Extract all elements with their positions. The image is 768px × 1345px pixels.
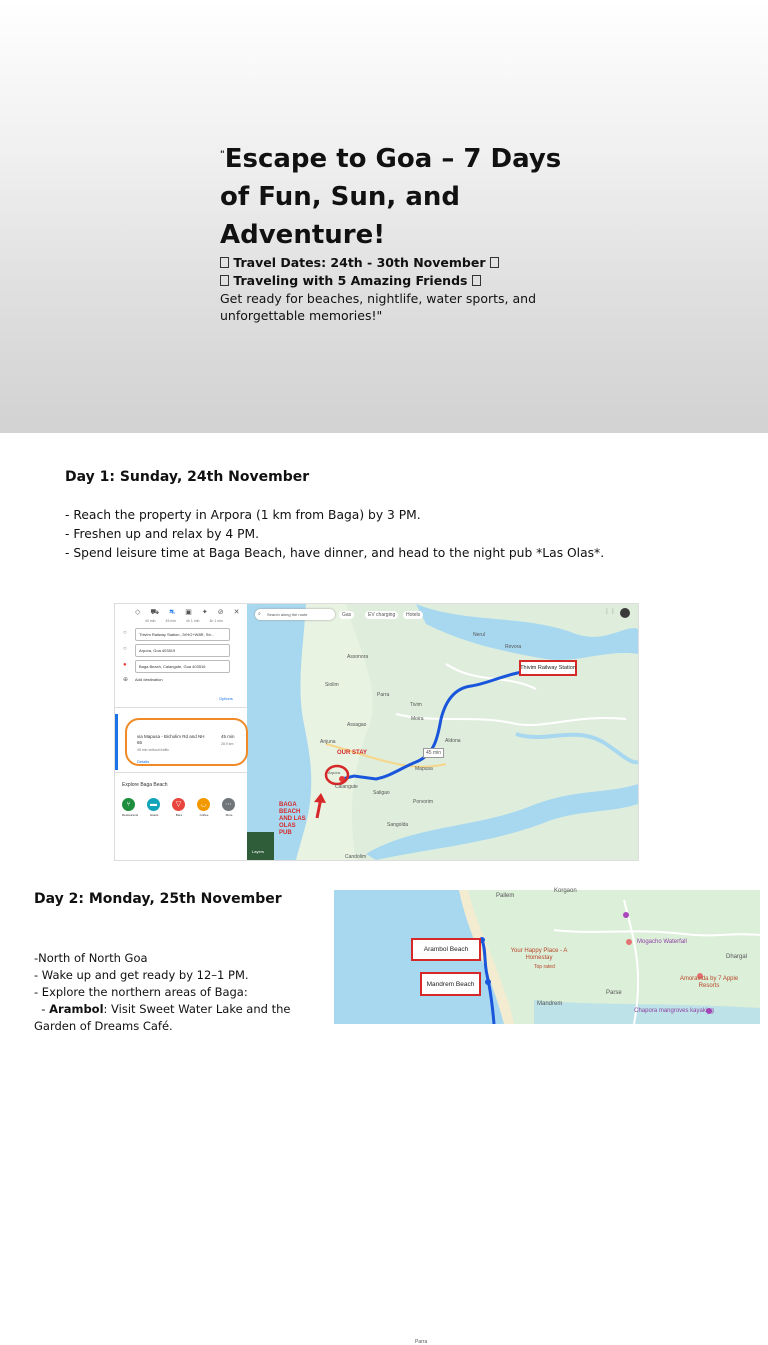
divider xyxy=(115,772,247,773)
thivim-station-box: Thivim Railway Station xyxy=(519,660,577,676)
hero-title-text: Escape to Goa – 7 Days of Fun, Sun, and Adventure! xyxy=(220,144,562,250)
more-icon: ⋯ xyxy=(222,798,235,811)
place-label: Pallem xyxy=(496,893,515,899)
selected-route-bar xyxy=(115,714,118,770)
homestay-note: Top rated xyxy=(534,964,555,970)
day1-itinerary xyxy=(65,506,604,563)
place-label: Assonora xyxy=(347,654,369,660)
transit-icon[interactable]: ▣ xyxy=(185,609,192,616)
emoji-placeholder-icon xyxy=(472,275,481,286)
explore-hotels[interactable] xyxy=(147,798,161,817)
route-search-input[interactable] xyxy=(255,609,335,620)
travel-modes xyxy=(135,608,240,617)
route-search-placeholder: Search along the route xyxy=(267,612,308,617)
apps-grid-icon[interactable]: ⋮⋮ xyxy=(604,609,616,615)
quote-mark: " xyxy=(220,150,225,160)
walk-icon[interactable]: ✦ xyxy=(201,609,208,616)
divider xyxy=(115,707,247,708)
stop-input-stay[interactable]: Arpora, Goa 403519 xyxy=(135,644,230,657)
day2-map xyxy=(334,890,760,1024)
emoji-placeholder-icon xyxy=(490,257,499,268)
origin-dot-icon: ○ xyxy=(123,630,127,636)
mode-time: 40 min xyxy=(145,619,156,623)
stay-place-label: Arpora xyxy=(328,770,341,775)
annotation-line: BAGA xyxy=(279,802,297,808)
place-label: Aldona xyxy=(445,738,461,744)
place-label: Korgaon xyxy=(554,888,577,894)
route-distance: 28.9 km xyxy=(221,742,234,746)
place-label: Parra xyxy=(415,1339,428,1345)
hero-title xyxy=(220,140,580,254)
place-label: Candolim xyxy=(345,854,367,860)
destination-pin-icon: ● xyxy=(123,662,127,668)
explore-label: Bars xyxy=(175,813,183,817)
day2-item: - Explore the northern areas of Baga: xyxy=(34,985,248,999)
day2-itinerary xyxy=(34,950,290,1035)
car-icon[interactable]: ⛟ xyxy=(150,609,160,616)
place-label: Revora xyxy=(505,644,522,650)
traveling-with xyxy=(220,272,580,290)
options-button[interactable]: Options xyxy=(219,696,233,701)
stop-input-destination[interactable]: Baga Beach, Calangute, Goa 403516 xyxy=(135,660,230,673)
place-label: Sangolda xyxy=(387,822,409,828)
annotation-line: OLAS xyxy=(279,823,296,829)
bike-icon[interactable]: ⊘ xyxy=(217,609,224,616)
day1-item: - Reach the property in Arpora (1 km from Baga) by 3 PM. xyxy=(65,508,421,522)
explore-restaurants[interactable] xyxy=(122,798,139,817)
place-label: Saligao xyxy=(373,790,390,796)
mode-time: 4h 1 min xyxy=(186,619,200,623)
mandrem-beach-box: Mandrem Beach xyxy=(420,972,481,996)
emoji-placeholder-icon xyxy=(220,257,229,268)
subitem-prefix: - xyxy=(34,1002,50,1016)
place-label: Tivim xyxy=(410,702,422,708)
restaurant-icon: ⑂ xyxy=(122,798,135,811)
close-icon[interactable]: ✕ xyxy=(233,609,240,616)
add-icon: ⊕ xyxy=(123,677,129,683)
mangroves-label: Chapora mangroves kayaking xyxy=(634,1008,714,1014)
day2-item: - Wake up and get ready by 12–1 PM. xyxy=(34,968,249,982)
place-label: Anjuna xyxy=(320,739,336,745)
place-label: Siolim xyxy=(325,682,339,688)
our-stay-label: OUR STAY xyxy=(337,750,368,756)
stop-dot-icon: ○ xyxy=(123,646,127,652)
subitem-bold: Arambol xyxy=(49,1002,104,1016)
explore-categories xyxy=(122,798,236,817)
day1-item: - Spend leisure time at Baga Beach, have dinner, and head to the night pub *Las Olas*. xyxy=(65,546,605,560)
annotation-line: AND LAS xyxy=(279,816,306,822)
motorbike-icon[interactable]: ⛐ xyxy=(169,609,176,616)
place-label: Moira xyxy=(411,716,424,722)
baga-annotation xyxy=(279,802,306,837)
explore-title: Explore Baga Beach xyxy=(122,782,168,788)
place-label: Parse xyxy=(606,990,622,996)
day2-heading: Day 2: Monday, 25th November xyxy=(34,891,282,907)
day2-subitem-cont: Garden of Dreams Café. xyxy=(34,1019,173,1033)
homestay-label: Your Happy Place - A Homestay xyxy=(510,948,568,961)
travel-dates xyxy=(220,254,580,272)
route-note: 45 min without traffic xyxy=(137,748,170,752)
bar-icon: ▽ xyxy=(172,798,185,811)
hotel-icon: ▬ xyxy=(147,798,160,811)
explore-label: More xyxy=(225,813,233,817)
add-destination-button[interactable]: Add destination xyxy=(135,677,163,682)
details-link[interactable]: Details xyxy=(137,759,150,764)
avatar[interactable] xyxy=(620,608,630,618)
explore-label: Hotels xyxy=(149,813,159,817)
annotation-line: PUB xyxy=(279,830,292,836)
travel-dates-text: Travel Dates: 24th - 30th November xyxy=(233,255,486,270)
place-label: Mapusa xyxy=(415,766,433,772)
place-label: Porvorim xyxy=(413,799,434,805)
mode-times xyxy=(145,619,223,623)
day2-subitem xyxy=(34,1001,290,1018)
emoji-placeholder-icon xyxy=(220,275,229,286)
annotation-line: BEACH xyxy=(279,809,301,815)
explore-label: Coffee xyxy=(199,813,209,817)
route-time-bubble: 45 min xyxy=(423,748,444,758)
chip-hotels[interactable]: Hotels xyxy=(403,611,423,619)
place-label: Dhargal xyxy=(726,954,748,960)
resort-label: Amoravida by 7 Apple Resorts xyxy=(679,976,739,989)
explore-label: Restaurants xyxy=(122,813,139,817)
hero-section xyxy=(0,0,768,433)
route-via: via Mapusa - Bicholim Rd and NH 66 xyxy=(137,734,205,745)
waterfall-label: Mogacho Waterfall xyxy=(637,939,687,945)
place-label: Calangute xyxy=(335,784,358,790)
search-icon: ⌕ xyxy=(258,611,261,617)
best-route-icon[interactable]: ◇ xyxy=(135,609,141,616)
day1-item: - Freshen up and relax by 4 PM. xyxy=(65,527,260,541)
route-time: 45 min xyxy=(221,734,235,739)
day2-item: -North of North Goa xyxy=(34,951,148,965)
subitem-rest: : Visit Sweet Water Lake and the xyxy=(103,1002,291,1016)
place-label: Parra xyxy=(377,692,390,698)
hero-description: Get ready for beaches, nightlife, water sports, and unforgettable memories!" xyxy=(220,291,536,323)
chip-gas[interactable]: Gas xyxy=(339,611,354,619)
stop-input-origin[interactable]: Thivim Railway Station, JVHO+W8R, Str... xyxy=(135,628,230,641)
mode-time: 45 min xyxy=(165,619,177,623)
coffee-icon: ◡ xyxy=(197,798,210,811)
directions-panel xyxy=(115,604,247,860)
layers-button[interactable]: Layers xyxy=(252,849,265,854)
place-label: Mandrem xyxy=(537,1001,563,1007)
mode-time: 4h 1 min xyxy=(209,619,223,623)
hero-text-block xyxy=(220,140,580,324)
explore-coffee[interactable] xyxy=(197,798,211,817)
chip-ev-charging[interactable]: EV charging xyxy=(365,611,398,619)
place-label: Assagao xyxy=(347,722,367,728)
explore-bars[interactable] xyxy=(172,798,186,817)
day1-heading: Day 1: Sunday, 24th November xyxy=(65,469,310,485)
explore-more[interactable] xyxy=(222,798,236,817)
traveling-with-text: Traveling with 5 Amazing Friends xyxy=(233,273,468,288)
place-label: Nerul xyxy=(473,632,485,638)
arambol-beach-box: Arambol Beach xyxy=(411,938,481,961)
